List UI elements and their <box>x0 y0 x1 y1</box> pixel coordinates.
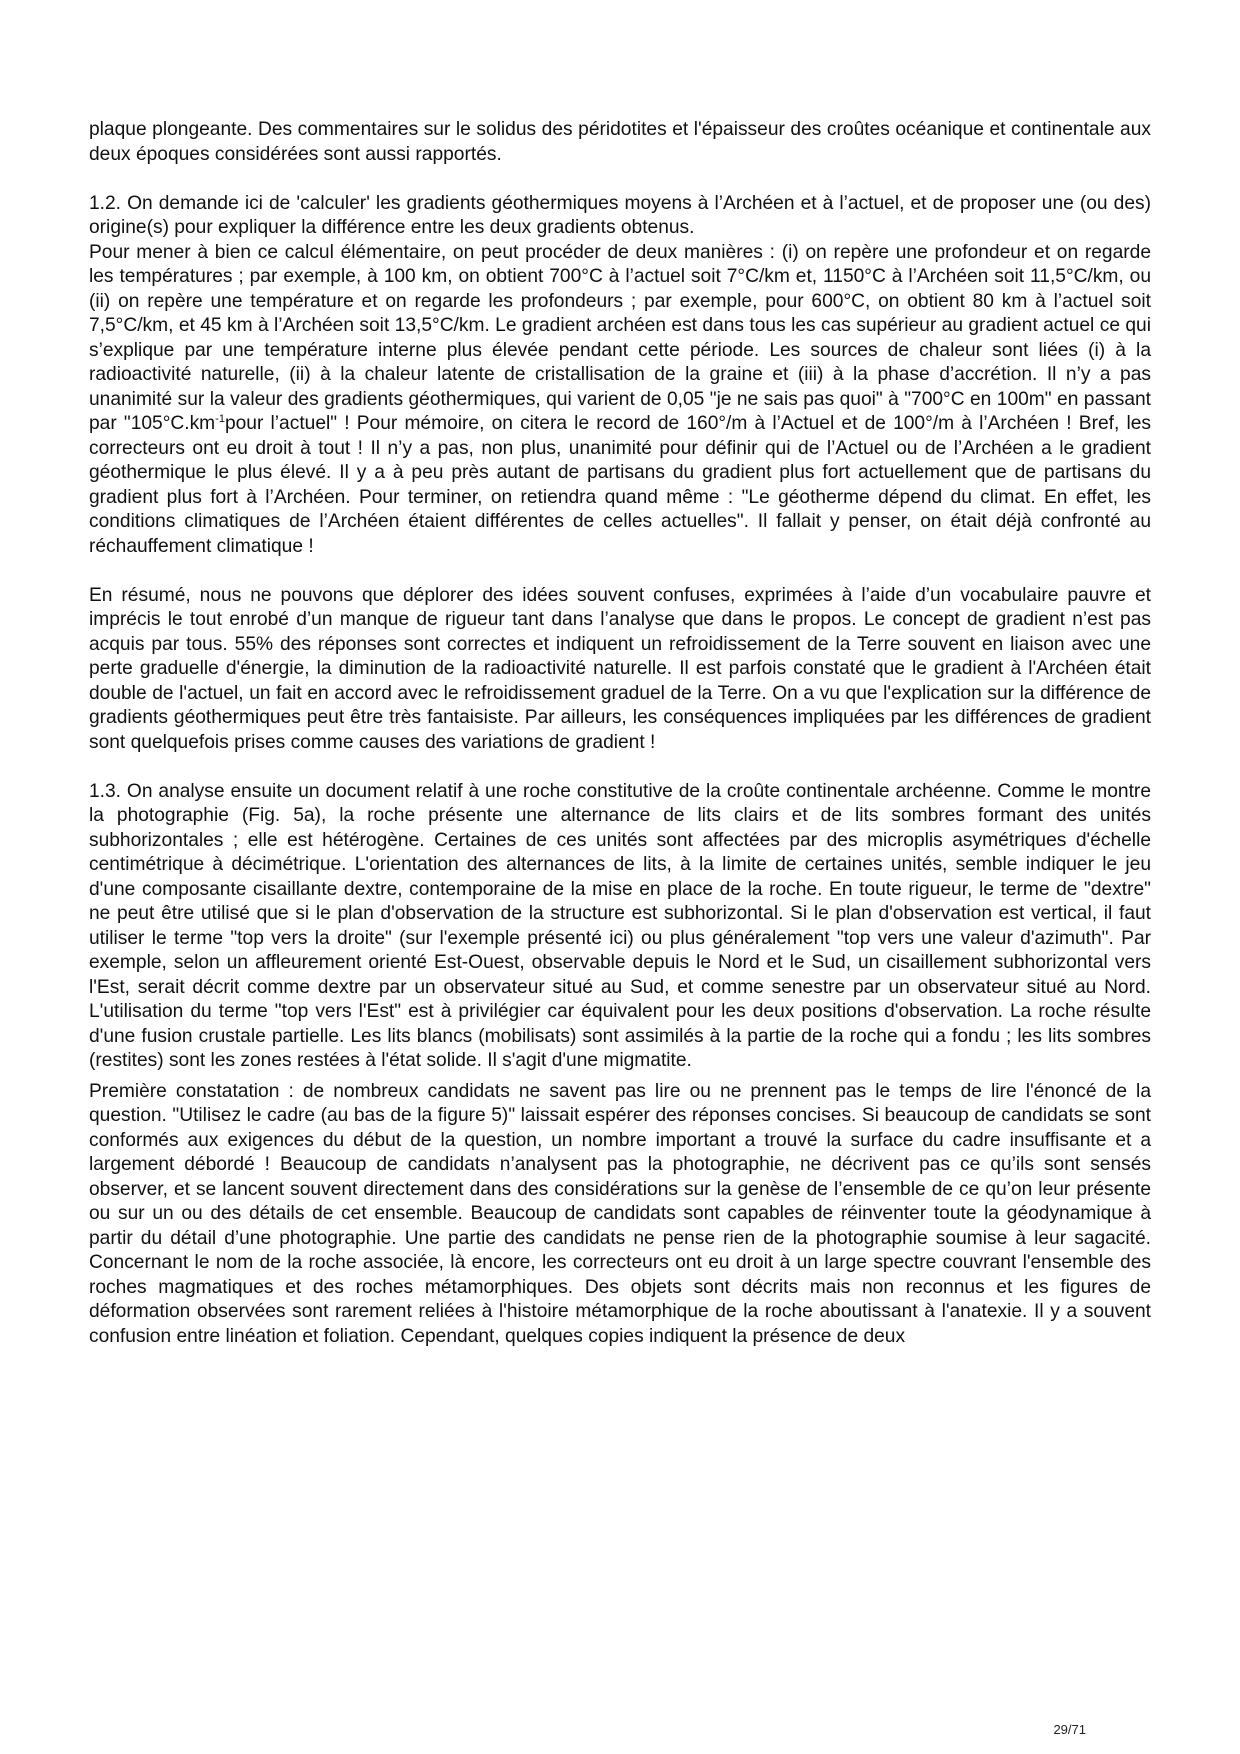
body-text <box>89 118 1151 1349</box>
paragraph-gradient-calculation <box>89 241 1151 560</box>
paragraph-gradient-calculation-part1: Pour mener à bien ce calcul élémentaire, on peut procéder de deux manières : (i) on repère une profondeur et on regarde les températures ; par exemple, à 100 km, on obtient 700°C à l’actuel soit 7°C/km et, 1150°C à l’Archéen soit 11,5°C/km, ou (ii) on repère une température et on regarde les profondeurs ; par exemple, pour 600°C, on obtient 80 km à l’actuel soit 7,5°C/km, et 45 km à l’Archéen soit 13,5°C/km. Le gradient archéen est dans tous les cas supérieur au gradient actuel ce qui s’explique par une température interne plus élevée pendant cette période. Les sources de chaleur sont liées (i) à la radioactivité naturelle, (ii) à la chaleur latente de cristallisation de la graine et (iii) à la phase d’accrétion. Il n’y a pas unanimité sur la valeur des gradients géothermiques, qui varient de 0,05 "je ne sais pas quoi" à "700°C en 100m" en passant par "105°C.km <box>89 241 1151 434</box>
paragraph-first-observation: Première constatation : de nombreux candidats ne savent pas lire ou ne prennent pas le temps de lire l'énoncé de la question. "Utilisez le cadre (au bas de la figure 5)" laissait espérer des réponses concises. Si beaucoup de candidats se sont conformés aux exigences du début de la question, un nombre important a trouvé la surface du cadre insuffisante et a largement débordé ! Beaucoup de candidats n’analysent pas la photographie, ne décrivent pas ce qu’ils sont sensés observer, et se lancent souvent directement dans des considérations sur la genèse de l’ensemble de ce qu’on leur présente ou sur un ou des détails de cet ensemble. Beaucoup de candidats sont capables de réinventer toute la géodynamique à partir du détail d’une photographie. Une partie des candidats ne pense rien de la photographie soumise à leur sagacité. Concernant le nom de la roche associée, là encore, les correcteurs ont eu droit à un large spectre couvrant l'ensemble des roches magmatiques et des roches métamorphiques. Des objets sont décrits mais non reconnus et les figures de déformation observées sont rarement reliées à l'histoire métamorphique de la roche aboutissant à l'anatexie. Il y a souvent confusion entre linéation et foliation. Cependant, quelques copies indiquent la présence de deux <box>89 1080 1151 1347</box>
page-number: 29/71 <box>1053 1722 1086 1737</box>
paragraph-summary: En résumé, nous ne pouvons que déplorer des idées souvent confuses, exprimées à l’aide d’un vocabulaire pauvre et imprécis le tout enrobé d’un manque de rigueur tant dans l’analyse que dans le propos. Le concept de gradient n’est pas acquis par tous. 55% des réponses sont correctes et indiquent un refroidissement de la Terre souvent en liaison avec une perte graduelle d'énergie, la diminution de la radioactivité naturelle. Il est parfois constaté que le gradient à l'Archéen était double de l'actuel, un fait en accord avec le refroidissement graduel de la Terre. On a vu que l'explication sur la différence de gradients géothermiques peut être très fantaisiste. Par ailleurs, les conséquences impliquées par les différences de gradient sont quelquefois prises comme causes des variations de gradient ! <box>89 584 1151 753</box>
superscript-exponent: -1 <box>215 413 225 425</box>
paragraph-continuation: plaque plongeante. Des commentaires sur le solidus des péridotites et l'épaisseur des croûtes océanique et continentale aux deux époques considérées sont aussi rapportés. <box>89 119 1151 165</box>
paragraph-gradient-calculation-part2: pour l’actuel" ! Pour mémoire, on citera le record de 160°/m à l’Actuel et de 100°/m à l’Archéen ! Bref, les correcteurs ont eu droit à tout ! Il n’y a pas, non plus, unanimité pour définir qui de l’Actuel ou de l’Archéen a le gradient géothermique le plus élevé. Il y a à peu près autant de partisans du gradient plus fort actuellement que de partisans du gradient plus fort à l’Archéen. Pour terminer, on retiendra quand même : "Le géotherme dépend du climat. En effet, les conditions climatiques de l’Archéen étaient différentes de celles actuelles". Il fallait y penser, on était déjà confronté au réchauffement climatique ! <box>89 413 1151 557</box>
paragraph-section-1-2: 1.2. On demande ici de 'calculer' les gradients géothermiques moyens à l’Archéen et à l’actuel, et de proposer une (ou des) origine(s) pour expliquer la différence entre les deux gradients obtenus. <box>89 192 1151 238</box>
paragraph-section-1-3: 1.3. On analyse ensuite un document relatif à une roche constitutive de la croûte continentale archéenne. Comme le montre la photographie (Fig. 5a), la roche présente une alternance de lits clairs et de lits sombres formant des unités subhorizontales ; elle est hétérogène. Certaines de ces unités sont affectées par des microplis asymétriques d'échelle centimétrique à décimétrique. L'orientation des alternances de lits, à la limite de certaines unités, semble indiquer le jeu d'une composante cisaillante dextre, contemporaine de la mise en place de la roche. En toute rigueur, le terme de "dextre" ne peut être utilisé que si le plan d'observation de la structure est subhorizontal. Si le plan d'observation est vertical, il faut utiliser le terme "top vers la droite" (sur l'exemple présenté ici) ou plus généralement "top vers une valeur d'azimuth". Par exemple, selon un affleurement orienté Est-Ouest, observable depuis le Nord et le Sud, un cisaillement subhorizontal vers l'Est, serait décrit comme dextre par un observateur situé au Sud, et comme senestre par un observateur situé au Nord. L'utilisation du terme "top vers l'Est" est à privilégier car équivalent pour les deux positions d'observation. La roche résulte d'une fusion crustale partielle. Les lits blancs (mobilisats) sont assimilés à la partie de la roche qui a fondu ; les lits sombres (restites) sont les zones restées à l'état solide. Il s'agit d'une migmatite. <box>89 780 1151 1071</box>
